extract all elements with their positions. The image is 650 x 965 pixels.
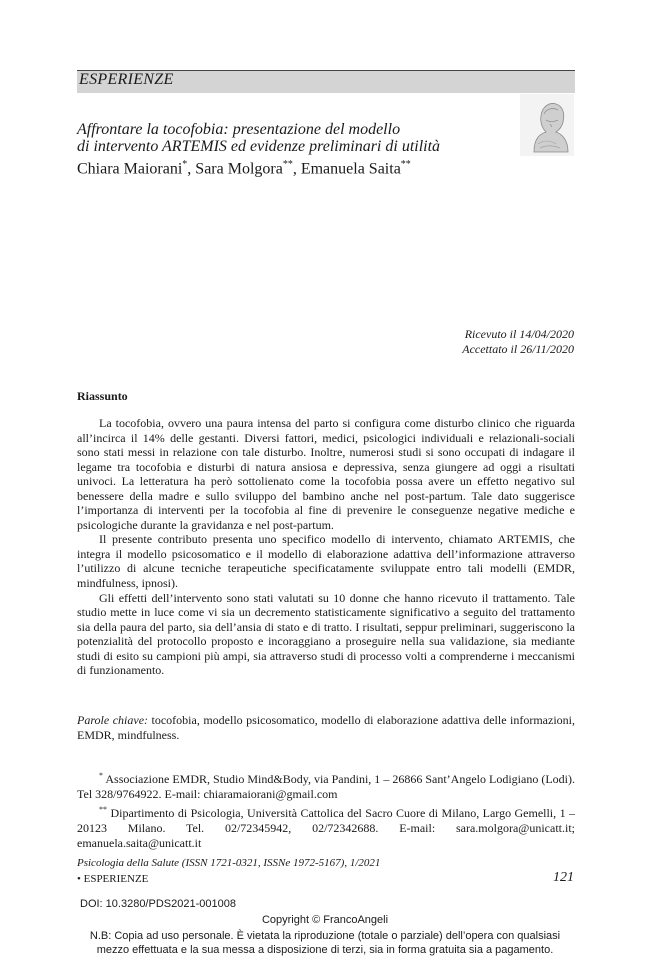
affiliation-footnotes <box>77 768 575 851</box>
usage-notice-line: N.B: Copia ad uso personale. È vietata la riproduzione (totale o parziale) dell’opera con qualsiasi <box>89 930 561 942</box>
keywords-list: tocofobia, modello psicosomatico, modello di elaborazione adattiva delle informazioni, EMDR, mindfulness. <box>77 713 575 742</box>
author-separator: , <box>292 160 301 178</box>
footnote <box>77 768 575 802</box>
author-list <box>77 156 411 177</box>
article-title-line1: Affrontare la tocofobia: presentazione del modello <box>77 121 401 138</box>
article-title <box>77 121 517 155</box>
footnote-text: Associazione EMDR, Studio Mind&Body, via Pandini, 1 – 26866 Sant’Angelo Lodigiano (Lodi). Tel 328/9764922. E-mail: chiaramaiorani@gmail.com <box>77 772 575 801</box>
author-name: Sara Molgora <box>195 160 283 178</box>
page-number: 121 <box>553 870 574 885</box>
footnote-text: Dipartimento di Psicologia, Università Cattolica del Sacro Cuore di Milano, Largo Gemelli, 1 – 20123 Milano. Tel. 02/72345942, 02/72342688. E-mail: sara.molgora@unicatt.it; emanuela.saita@unicatt.it <box>77 806 575 850</box>
abstract-paragraph: La tocofobia, ovvero una paura intensa del parto si configura come disturbo clinico che riguarda all’incirca il 14% delle gestanti. Diversi fattori, medici, psicologici individuali e relazionali-sociali sono stati messi in relazione con tale disturbo. Inoltre, numerosi studi si sono occupati di indagare il legame tra tocofobia e disturbi di natura ansiosa e depressiva, senza giungere ad oggi a risultati univoci. La letteratura ha però sottolienato come la tocofobia possa avere un effetto negativo sul benessere della madre e sullo sviluppo del bambino anche nel post-partum. Tale dato suggerisce l’importanza di interventi per la tocofobia al fine di prevenire le conseguenze negative mediche e psicologiche durante la gravidanza e nel post-partum. <box>77 416 575 532</box>
accepted-date: Accettato il 26/11/2020 <box>462 342 574 356</box>
usage-notice <box>60 929 590 957</box>
keywords-label: Parole chiave: <box>77 713 149 727</box>
abstract-paragraph: Gli effetti dell’intervento sono stati valutati su 10 donne che hanno ricevuto il trattamento. Tale studio mette in luce come vi sia un decremento statisticamente significativo a seguito del trattamento sia della paura del parto, sia dell’ansia di stato e di tratto. I risultati, seppur preliminari, suggeriscono la potenzialità del protocollo proposto e incoraggiano a proseguire nella sua validazione, sia mediante studi di esito su campioni più ampi, sia attraverso studi di processo volti a comprenderne i meccanismi di funzionamento. <box>77 590 575 678</box>
author-affiliation-mark: ** <box>282 159 293 170</box>
abstract-heading: Riassunto <box>77 389 128 403</box>
author-separator: , <box>187 160 196 178</box>
author-name: Chiara Maiorani <box>77 160 183 178</box>
abstract-body <box>77 416 575 678</box>
footnote-mark: * <box>99 771 103 780</box>
author-name: Emanuela Saita <box>300 160 401 178</box>
footnote-mark: ** <box>99 805 107 814</box>
portrait-engraving-icon <box>520 94 574 156</box>
section-header-label: ESPERIENZE <box>79 71 174 88</box>
usage-notice-line: mezzo effettuata e la sua messa a disposizione di terzi, sia in forma gratuita sia a pagamento. <box>96 944 554 956</box>
keywords-block <box>77 713 575 743</box>
footnote <box>77 802 575 851</box>
author-affiliation-mark: ** <box>400 159 411 170</box>
author-affiliation-mark: * <box>182 159 188 170</box>
abstract-paragraph: Il presente contributo presenta uno specifico modello di intervento, chiamato ARTEMIS, che integra il modello psicosomatico e il modello di elaborazione adattiva dell’informazione attraverso l’utilizzo di alcune tecniche terapeutiche specificatamente sviluppate entro tali modelli (EMDR, mindfulness, ipnosi). <box>77 532 575 591</box>
submission-dates <box>380 327 574 357</box>
footer-section-label: • ESPERIENZE <box>77 873 149 885</box>
doi-watermark: DOI: 10.3280/PDS2021-001008 <box>80 898 236 910</box>
journal-citation: Psicologia della Salute (ISSN 1721-0321, ISSNe 1972-5167), 1/2021 <box>77 857 381 869</box>
article-title-line2: di intervento ARTEMIS ed evidenze preliminari di utilità <box>77 138 441 155</box>
copyright-watermark: Copyright © FrancoAngeli <box>261 914 389 926</box>
received-date: Ricevuto il 14/04/2020 <box>464 327 574 341</box>
